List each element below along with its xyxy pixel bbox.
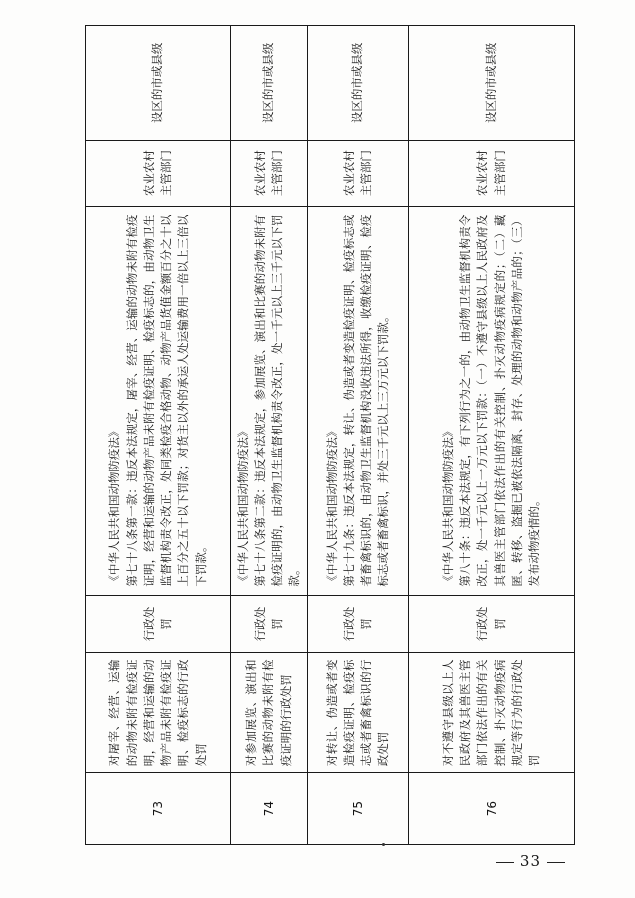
exercise-level: 设区的市或县级 [150,42,165,124]
rotated-table-frame [85,25,575,845]
legal-basis [409,206,574,595]
dash-right [547,862,565,863]
exercise-level: 设区的市或县级 [350,42,365,124]
page-number [490,852,571,870]
stray-mark [382,843,385,846]
basis-text: 第七十九条：违反本法规定，转让、伪造或者变造检疫证明、检疫标志或者畜禽标识的，由动物卫生监督机构没收违法所得，收缴检疫证明、检疫标志或者畜禽标识，并处三千元以上三万元以下罚款。 [341,214,391,587]
item-name: 对参加展览、演出和比赛的动物未附有检疫证明的行政处罚 [231,652,307,772]
row-number: 75 [308,772,408,844]
row-number: 74 [231,772,307,844]
item-name: 对屠宰、经营、运输的动物未附有检疫证明，经营和运输的动物产品未附有检疫证明、检疫标志的行政处罚 [86,652,230,772]
basis-title: 《中华人民共和国动物防疫法》 [440,425,455,587]
page-number-text: 33 [519,852,541,870]
power-type: 行政处罚 [86,595,230,653]
table-row [308,26,409,844]
basis-title: 《中华人民共和国动物防疫法》 [107,425,122,587]
exercise-level: 设区的市或县级 [483,42,498,124]
legal-basis [231,206,307,595]
basis-title: 《中华人民共和国动物防疫法》 [324,425,339,587]
responsible-dept: 农业农村主管部门 [308,140,408,206]
legal-basis [86,206,230,595]
admin-penalty-table [85,25,575,845]
table-row [86,26,231,844]
exercise-level: 设区的市或县级 [261,42,276,124]
table-row [231,26,308,844]
basis-text: 第八十条：违反本法规定，有下列行为之一的，由动物卫生监督机构责令改正，处一千元以上一万元以下罚款：（一）不遵守县级以上人民政府及其兽医主管部门依法作出的有关控制、扑灭动物疫病规定的；（二）藏匿、转移、盗掘已被依法隔离、封存、处理的动物和动物产品的；（三）发布动物疫情的。 [458,214,541,587]
item-name: 对转让、伪造或者变造检疫证明、检疫标志或者畜禽标识的行政处罚 [308,652,408,772]
row-number: 73 [86,772,230,844]
dash-left [496,862,514,863]
power-type: 行政处罚 [231,595,307,653]
responsible-dept: 农业农村主管部门 [231,140,307,206]
power-type: 行政处罚 [308,595,408,653]
power-type: 行政处罚 [409,595,574,653]
responsible-dept: 农业农村主管部门 [409,140,574,206]
row-number: 76 [409,772,574,844]
legal-basis [308,206,408,595]
basis-text: 第七十八条第二款：违反本法规定，参加展览、演出和比赛的动物未附有检疫证明的，由动物卫生监督机构责令改正，处一千元以上三千元以下罚款。 [252,214,302,587]
responsible-dept: 农业农村主管部门 [86,140,230,206]
table-row [409,26,574,844]
basis-title: 《中华人民共和国动物防疫法》 [235,425,250,587]
basis-text: 第七十八条第一款：违反本法规定，屠宰、经营、运输的动物未附有检疫证明，经营和运输的动物产品未附有检疫证明、检疫标志的，由动物卫生监督机构责令改正，处同类检疫合格动物、动物产品货值金额百分之十以上百分之五十以下罚款；对货主以外的承运人处运输费用一倍以上三倍以下罚款。 [124,214,208,587]
item-name: 对不遵守县级以上人民政府及其兽医主管部门依法作出的有关控制、扑灭动物疫病规定等行为的行政处罚 [409,652,574,772]
